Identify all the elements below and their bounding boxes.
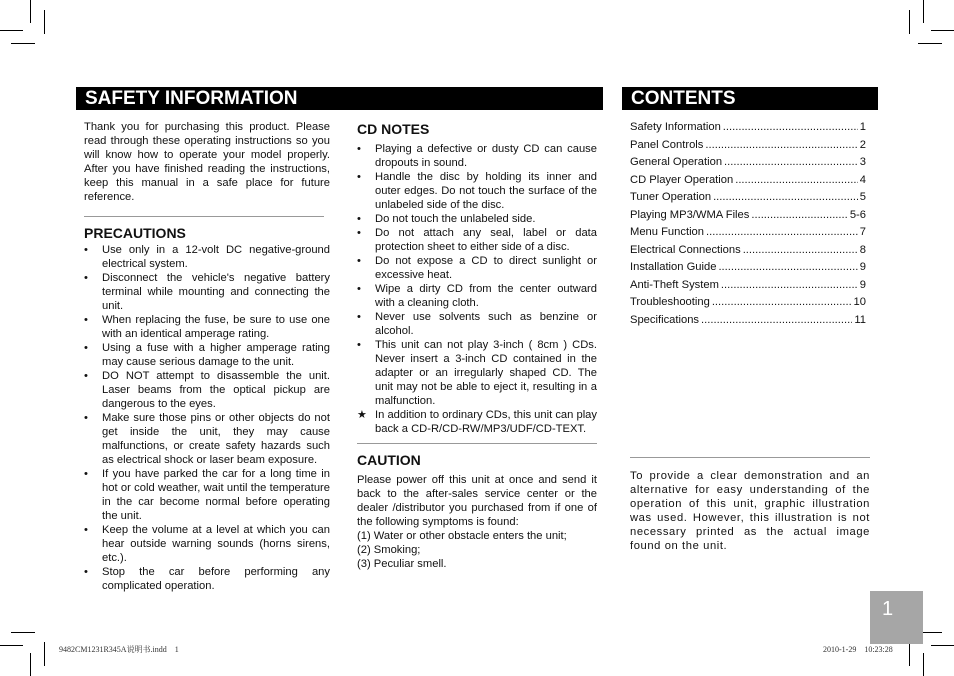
divider xyxy=(84,216,324,217)
crop-mark xyxy=(0,645,23,646)
list-item: • DO NOT attempt to disassemble the unit. Laser beams from the optical pickup are dangerous to the eyes. xyxy=(84,370,330,410)
list-item: • When replacing the fuse, be sure to use one with an identical amperage rating. xyxy=(84,314,330,340)
cd-notes-column xyxy=(357,121,597,571)
crop-mark xyxy=(44,10,45,34)
toc-entry[interactable]: Electrical Connections ..... 8 xyxy=(630,243,866,261)
caution-item: (3) Peculiar smell. xyxy=(357,558,447,570)
precautions-heading: PRECAUTIONS xyxy=(84,225,186,241)
crop-mark xyxy=(30,653,31,676)
list-item: • Playing a defective or dusty CD can cause dropouts in sound. xyxy=(357,143,597,169)
safety-column xyxy=(84,120,330,593)
crop-mark xyxy=(918,43,942,44)
caution-item: (1) Water or other obstacle enters the unit; xyxy=(357,530,567,542)
list-item: • Stop the car before performing any complicated operation. xyxy=(84,566,330,592)
crop-mark xyxy=(909,10,910,34)
list-item: • Use only in a 12-volt DC negative-ground electrical system. xyxy=(84,244,330,270)
safety-title-bar xyxy=(76,87,603,110)
star-icon: ★ xyxy=(357,409,368,421)
toc-entry[interactable]: General Operation ..... 3 xyxy=(630,155,866,173)
list-item: • If you have parked the car for a long time in hot or cold weather, wait until the temperature in the car become normal before operating the unit. xyxy=(84,468,330,522)
crop-mark xyxy=(931,30,954,31)
toc-entry[interactable]: Installation Guide ..... 9 xyxy=(630,260,866,278)
crop-mark xyxy=(931,645,954,646)
crop-mark xyxy=(0,30,23,31)
crop-mark xyxy=(923,653,924,676)
toc-entry[interactable]: Menu Function ..... 7 xyxy=(630,225,866,243)
crop-mark xyxy=(30,0,31,23)
star-note: ★ In addition to ordinary CDs, this unit can play back a CD-R/CD-RW/MP3/UDF/CD-TEXT. xyxy=(357,409,598,435)
contents-note: To provide a clear demonstration and an alternative for easy understanding of the operation of this unit, graphic illustration was used. However, this illustration is not necessary printed as the actual image found on the unit. xyxy=(630,470,870,552)
safety-title: SAFETY INFORMATION xyxy=(85,88,298,109)
list-item: • Do not touch the unlabeled side. xyxy=(357,213,536,225)
cd-notes-list xyxy=(357,142,597,436)
footer-date: 2010-1-29 10:23:28 xyxy=(823,645,893,654)
toc-entry[interactable]: Safety Information ..... 1 xyxy=(630,120,866,138)
caution-text: Please power off this unit at once and send it back to the after-sales service center or the dealer /distributor you purchased from if one of the following symptoms is found: xyxy=(357,474,597,528)
caution-heading: CAUTION xyxy=(357,452,421,468)
list-item: • Make sure those pins or other objects do not get inside the unit, they may cause malfunctions, or create safety hazards such as electrical shock or laser beam exposure. xyxy=(84,412,330,466)
caution-item: (2) Smoking; xyxy=(357,544,421,556)
list-item: • Never use solvents such as benzine or alcohol. xyxy=(357,311,597,337)
divider xyxy=(630,457,870,458)
list-item: • Using a fuse with a higher amperage rating may cause serious damage to the unit. xyxy=(84,342,330,368)
list-item: • Disconnect the vehicle's negative battery terminal while mounting and connecting the unit. xyxy=(84,272,330,312)
page-number: 1 xyxy=(870,591,923,644)
divider xyxy=(357,443,597,444)
crop-mark xyxy=(44,642,45,666)
list-item: • Keep the volume at a level at which you can hear outside warning sounds (horns sirens, etc.). xyxy=(84,524,330,564)
list-item: • Handle the disc by holding its inner and outer edges. Do not touch the surface of the unlabeled side of the disc. xyxy=(357,171,597,211)
contents-title: CONTENTS xyxy=(631,88,736,109)
toc-entry[interactable]: Tuner Operation ..... 5 xyxy=(630,190,866,208)
toc-entry[interactable]: Playing MP3/WMA Files ..... 5-6 xyxy=(630,208,866,226)
footer-file: 9482CM1231R345A说明书.indd 1 xyxy=(59,645,179,654)
toc-entry[interactable]: Specifications ..... 11 xyxy=(630,313,866,331)
list-item: • Do not expose a CD to direct sunlight or excessive heat. xyxy=(357,255,597,281)
crop-mark xyxy=(11,43,35,44)
contents-title-bar xyxy=(622,87,878,110)
crop-mark xyxy=(923,0,924,23)
toc-entry[interactable]: CD Player Operation ..... 4 xyxy=(630,173,866,191)
toc-entry[interactable]: Anti-Theft System ..... 9 xyxy=(630,278,866,296)
crop-mark xyxy=(11,632,35,633)
cd-notes-heading: CD NOTES xyxy=(357,121,430,137)
toc-entry[interactable]: Troubleshooting ..... 10 xyxy=(630,295,866,313)
list-item: • Wipe a dirty CD from the center outward with a cleaning cloth. xyxy=(357,283,597,309)
safety-intro: Thank you for purchasing this product. Please read through these operating instructions so you will know how to operate your model properly. After you have finished reading the instructions, keep this manual in a safe place for future reference. xyxy=(84,121,330,203)
toc-entry[interactable]: Panel Controls ..... 2 xyxy=(630,138,866,156)
list-item: • Do not attach any seal, label or data protection sheet to either side of a disc. xyxy=(357,227,597,253)
contents-list xyxy=(630,120,866,330)
list-item: • This unit can not play 3-inch ( 8cm ) CDs. Never insert a 3-inch CD contained in the adapter or an irregularly shaped CD. The unit may not be able to eject it, resulting in a malfunction. xyxy=(357,339,597,407)
precautions-list xyxy=(84,243,330,593)
crop-mark xyxy=(909,642,910,666)
